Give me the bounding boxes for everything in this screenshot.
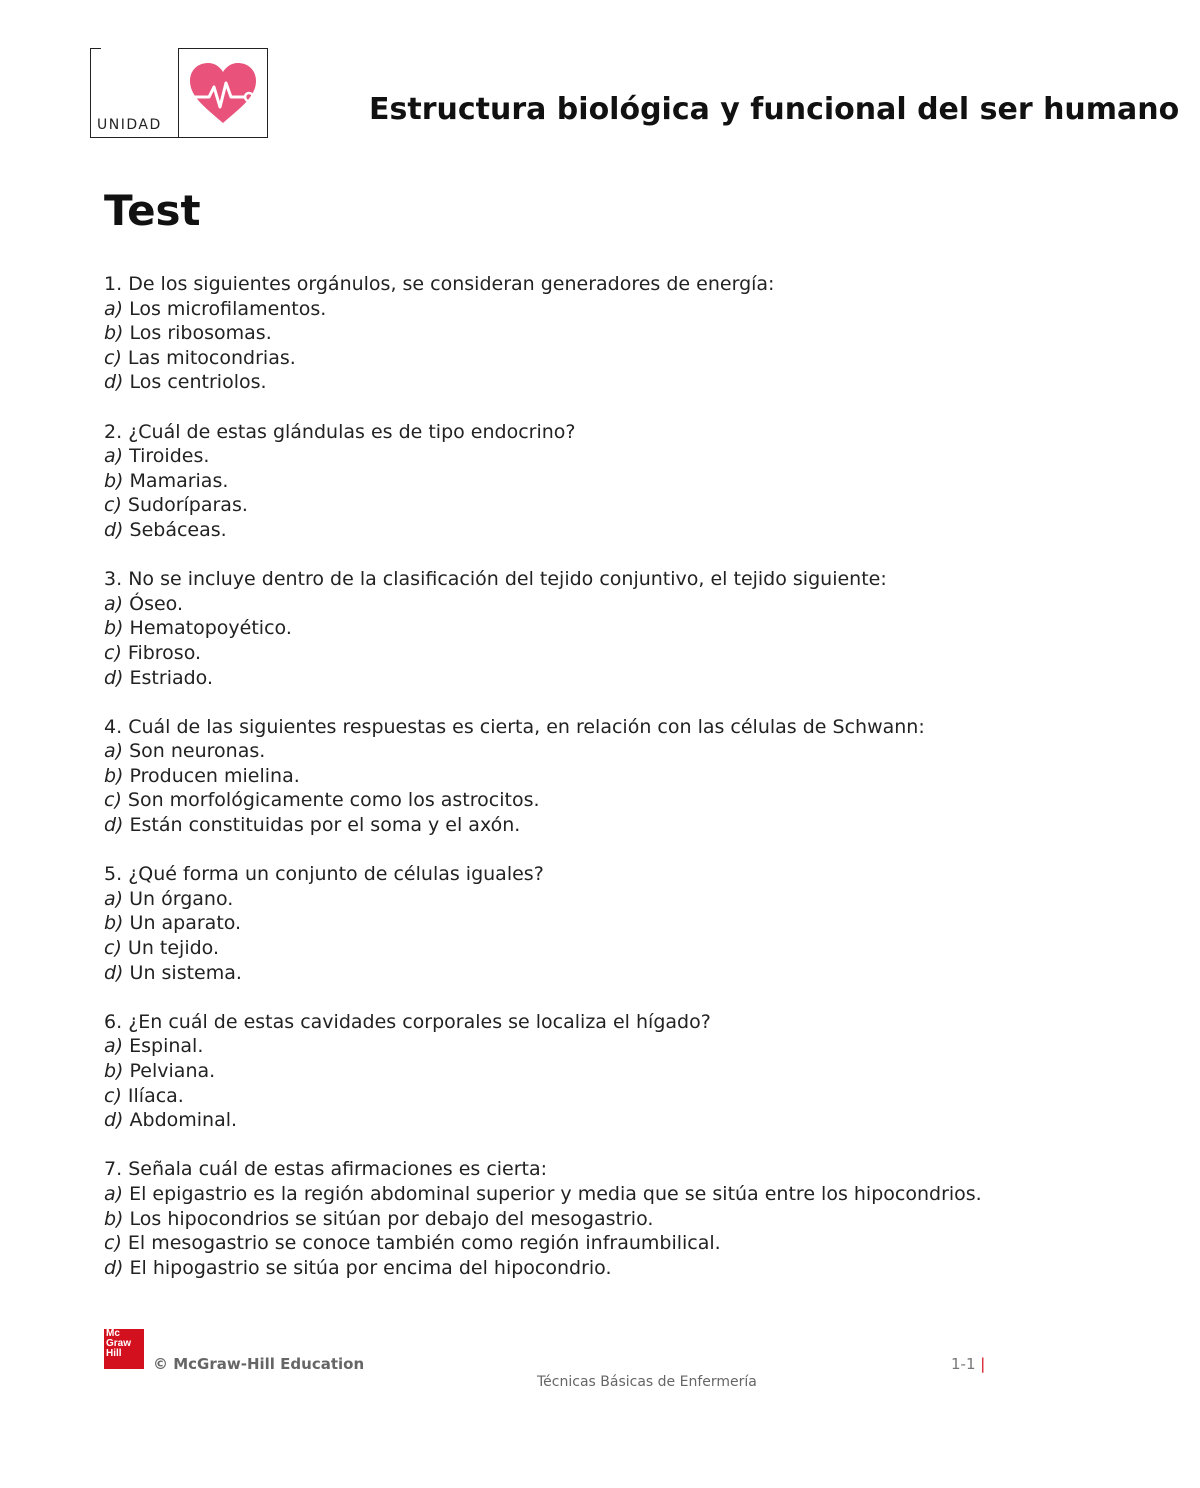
option-b: b) Los ribosomas. xyxy=(104,322,272,345)
option-d: d) Abdominal. xyxy=(104,1109,238,1132)
footer-page-number: 1-1 | xyxy=(951,1355,986,1373)
unit-icon-box xyxy=(178,48,268,138)
question-4 xyxy=(104,715,1104,838)
question-text: 5. ¿Qué forma un conjunto de células iguales? xyxy=(104,863,544,886)
question-5 xyxy=(104,862,1104,985)
option-d: d) Están constituidas por el soma y el axón. xyxy=(104,814,521,837)
question-text: 1. De los siguientes orgánulos, se consideran generadores de energía: xyxy=(104,273,775,295)
option-b: b) Hematopoyético. xyxy=(104,617,292,640)
option-d: d) Estriado. xyxy=(104,666,214,689)
document-title: Estructura biológica y funcional del ser humano xyxy=(369,92,1180,127)
test-heading: Test xyxy=(104,186,201,235)
question-text: 7. Señala cuál de estas afirmaciones es cierta: xyxy=(104,1158,548,1181)
question-text: 3. No se incluye dentro de la clasificación del tejido conjuntivo, el tejido siguiente: xyxy=(104,568,887,591)
question-text: 2. ¿Cuál de estas glándulas es de tipo endocrino? xyxy=(104,420,576,443)
option-c: c) Ilíaca. xyxy=(104,1084,184,1107)
option-c: c) Las mitocondrias. xyxy=(104,346,296,369)
option-c: c) Un tejido. xyxy=(104,937,219,960)
option-a: a) Óseo. xyxy=(104,592,183,615)
footer-copyright: © McGraw-Hill Education xyxy=(153,1355,365,1373)
option-b: b) Pelviana. xyxy=(104,1060,216,1082)
option-c: c) Fibroso. xyxy=(104,641,202,664)
option-a: a) Los microfilamentos. xyxy=(104,297,327,320)
option-c: c) El mesogastrio se conoce también como región infraumbilical. xyxy=(104,1232,721,1255)
question-text: 4. Cuál de las siguientes respuestas es cierta, en relación con las células de Schwann: xyxy=(104,715,925,738)
option-a: a) Un órgano. xyxy=(104,887,234,910)
option-d: d) Los centriolos. xyxy=(104,371,267,394)
question-2 xyxy=(104,420,1104,543)
footer-book-title: Técnicas Básicas de Enfermería xyxy=(537,1374,757,1390)
mcgraw-hill-logo: Mc Graw Hill xyxy=(104,1329,144,1369)
question-list xyxy=(104,272,1104,1305)
question-6 xyxy=(104,1010,1104,1133)
option-b: b) Un aparato. xyxy=(104,912,242,935)
option-a: a) Espinal. xyxy=(104,1035,204,1058)
option-a: a) Son neuronas. xyxy=(104,740,266,763)
option-d: d) Sebáceas. xyxy=(104,518,227,541)
question-7 xyxy=(104,1157,1104,1280)
option-b: b) Producen mielina. xyxy=(104,764,300,787)
option-c: c) Sudoríparas. xyxy=(104,494,248,517)
question-1 xyxy=(104,272,1104,395)
option-a: a) Tiroides. xyxy=(104,445,210,468)
heart-icon xyxy=(187,61,259,127)
option-c: c) Son morfológicamente como los astrocitos. xyxy=(104,789,540,812)
question-text: 6. ¿En cuál de estas cavidades corporales se localiza el hígado? xyxy=(104,1010,711,1033)
unit-label-box xyxy=(90,48,178,138)
unit-label: UNIDAD xyxy=(97,117,162,133)
question-3 xyxy=(104,567,1104,690)
unit-badge xyxy=(90,48,268,138)
option-b: b) Mamarias. xyxy=(104,469,229,492)
option-b: b) Los hipocondrios se sitúan por debajo del mesogastrio. xyxy=(104,1207,654,1230)
option-a: a) El epigastrio es la región abdominal superior y media que se sitúa entre los hipocondrios. xyxy=(104,1182,982,1205)
option-d: d) El hipogastrio se sitúa por encima del hipocondrio. xyxy=(104,1256,612,1279)
option-d: d) Un sistema. xyxy=(104,961,242,984)
